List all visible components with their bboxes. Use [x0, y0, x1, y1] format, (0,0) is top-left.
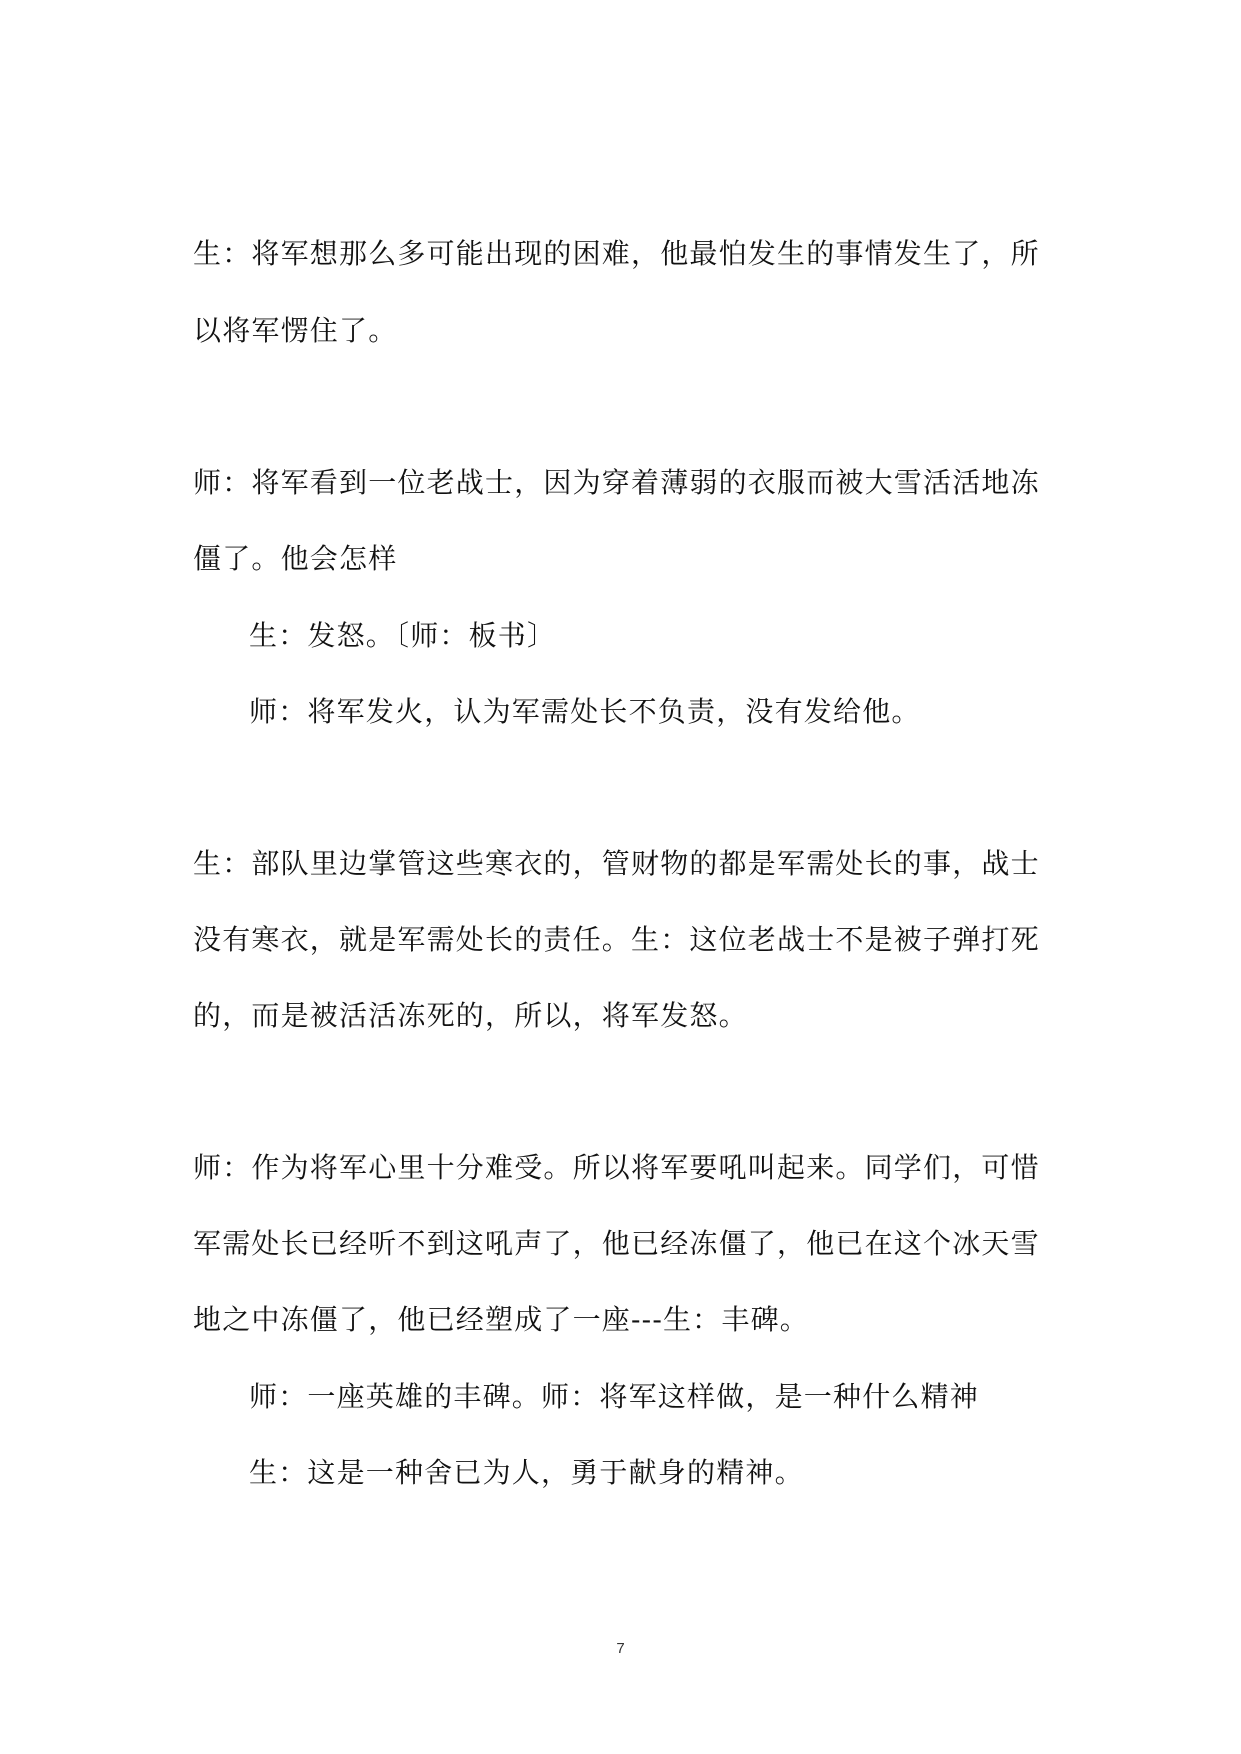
paragraph-1-line-1: 生：将军想那么多可能出现的困难，他最怕发生的事情发生了，所 [193, 237, 1040, 270]
paragraph-4-line-1: 师：将军发火，认为军需处长不负责，没有发给他。 [249, 695, 921, 728]
page-number: 7 [616, 1640, 625, 1657]
paragraph-3-line-1: 生：发怒。〔师：板书〕 [249, 619, 557, 652]
paragraph-7-line-1: 师：一座英雄的丰碑。师：将军这样做，是一种什么精神 [249, 1380, 980, 1413]
paragraph-5-line-2: 没有寒衣，就是军需处长的责任。生：这位老战士不是被子弹打死 [193, 923, 1040, 956]
paragraph-8-line-1: 生：这是一种舍已为人，勇于献身的精神。 [249, 1456, 804, 1489]
paragraph-5-line-3: 的，而是被活活冻死的，所以，将军发怒。 [193, 999, 748, 1032]
paragraph-6-line-1: 师：作为将军心里十分难受。所以将军要吼叫起来。同学们，可惜 [193, 1151, 1040, 1184]
paragraph-2-line-2: 僵了。他会怎样 [193, 542, 398, 575]
paragraph-2-line-1: 师：将军看到一位老战士，因为穿着薄弱的衣服而被大雪活活地冻 [193, 466, 1040, 499]
paragraph-6-line-2: 军需处长已经听不到这吼声了，他已经冻僵了，他已在这个冰天雪 [193, 1227, 1040, 1260]
paragraph-6-line-3: 地之中冻僵了，他已经塑成了一座---生：丰碑。 [193, 1303, 809, 1336]
paragraph-5-line-1: 生：部队里边掌管这些寒衣的，管财物的都是军需处长的事，战士 [193, 847, 1040, 880]
paragraph-1-line-2: 以将军愣住了。 [193, 314, 398, 347]
